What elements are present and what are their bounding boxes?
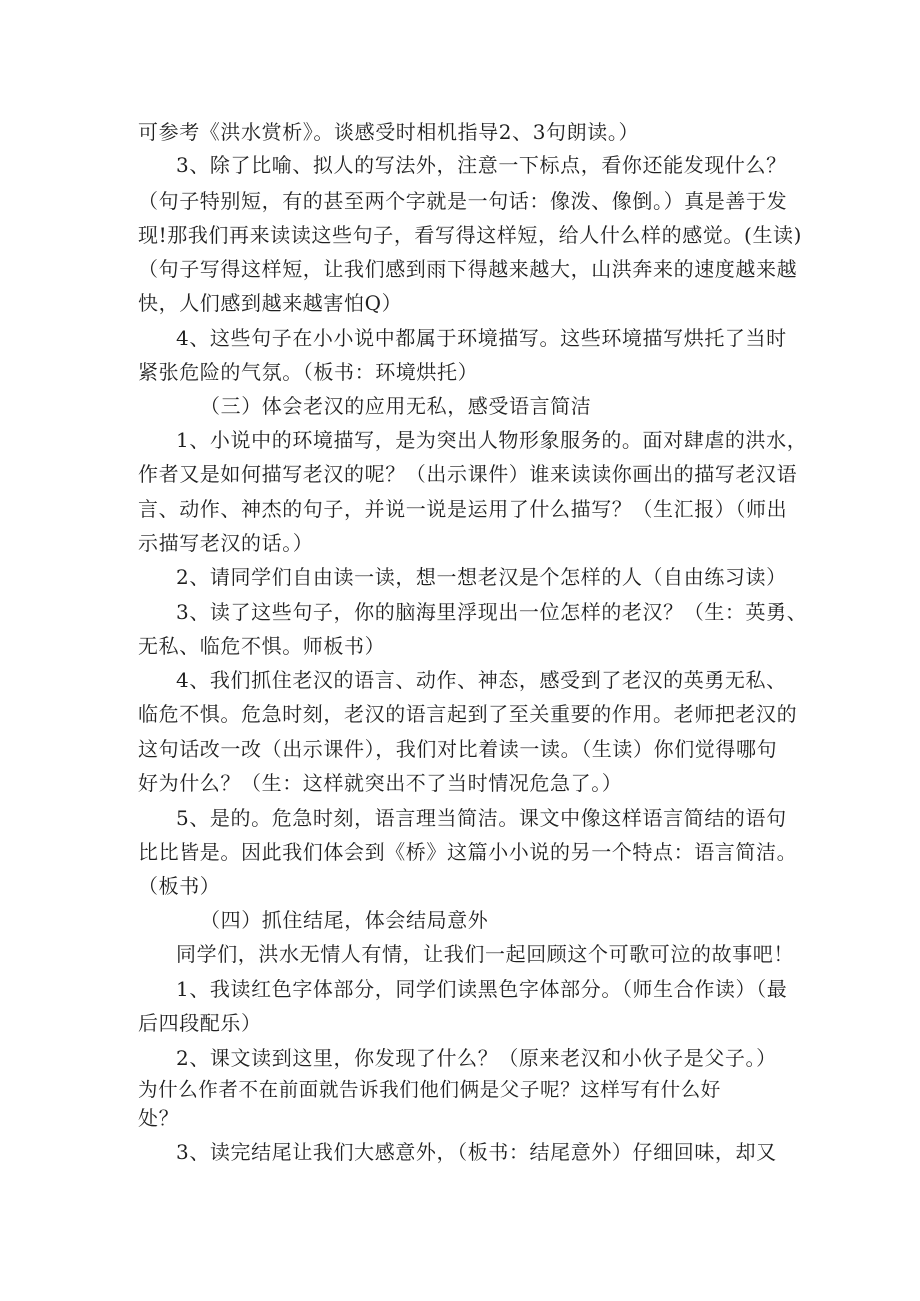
text-line: 4、我们抓住老汉的语言、动作、神态，感受到了老汉的英勇无私、	[176, 668, 787, 692]
text-line: 处？	[138, 1106, 180, 1130]
text-line: 1、小说中的环境描写，是为突出人物形象服务的。面对肆虐的洪水，	[176, 428, 808, 452]
text-line: 现!那我们再来读读这些句子，看写得这样短，给人什么样的感觉。(生读)	[138, 223, 803, 247]
text-line: 紧张危险的气氛。（板书：环境烘托）	[138, 360, 479, 384]
text-line: 3、除了比喻、拟人的写法外，注意一下标点，看你还能发现什么？	[176, 153, 787, 177]
text-line: 后四段配乐）	[138, 1011, 262, 1035]
text-line: 为什么作者不在前面就告诉我们他们俩是父子呢？这样写有什么好	[138, 1078, 721, 1101]
text-line: 1、我读红色字体部分，同学们读黑色字体部分。（师生合作读）（最	[176, 977, 788, 1001]
text-line: 可参考《洪水赏析》。谈感受时相机指导2、3句朗读。）	[138, 120, 640, 144]
text-line: （板书）	[138, 874, 221, 898]
text-line: 5、是的。危急时刻，语言理当简洁。课文中像这样语言简结的语句	[176, 806, 787, 830]
text-line: 言、动作、神杰的句子，并说一说是运用了什么描写？（生汇报）（师出	[138, 497, 788, 521]
text-line: 3、读完结尾让我们大感意外，（板书：结尾意外）仔细回味，却又	[176, 1140, 777, 1164]
text-line: 同学们，洪水无情人有情，让我们一起回顾这个可歌可泣的故事吧！	[176, 942, 794, 966]
text-line: （句子写得这样短，让我们感到雨下得越来越大，山洪奔来的速度越来越	[138, 257, 798, 281]
text-line: 4、这些句子在小小说中都属于环境描写。这些环境描写烘托了当时	[176, 326, 787, 350]
text-line: 2、请同学们自由读一读，想一想老汉是个怎样的人（自由练习读）	[176, 565, 787, 589]
text-line: 作者又是如何描写老汉的呢？（出示课件）谁来读读你画出的描写老汉语	[138, 462, 798, 486]
section-heading: （三）体会老汉的应用无私，感受语言简洁	[200, 394, 592, 418]
text-line: 示描写老汉的话。）	[138, 531, 314, 555]
text-line: 3、读了这些句子，你的脑海里浮现出一位怎样的老汉？（生：英勇、	[176, 600, 808, 624]
text-line: 临危不惧。危急时刻，老汉的语言起到了至关重要的作用。老师把老汉的	[138, 702, 798, 726]
text-line: 比比皆是。因此我们体会到《桥》这篇小小说的另一个特点：语言简洁。	[138, 840, 798, 864]
section-heading: （四）抓住结尾，体会结局意外	[200, 908, 489, 932]
text-line: （句子特别短，有的甚至两个字就是一句话：像泼、像倒。）真是善于发	[138, 189, 788, 213]
text-line: 无私、临危不惧。师板书）	[138, 634, 386, 658]
text-line: 快，人们感到越来越害怕Q）	[138, 291, 403, 315]
text-line: 2、课文读到这里，你发现了什么？（原来老汉和小伙子是父子。）	[176, 1046, 777, 1070]
text-line: 好为什么？（生：这样就突出不了当时情况危急了。）	[138, 771, 623, 795]
text-line: 这句话改一改（出示课件），我们对比着读一读。（生读）你们觉得哪句	[138, 737, 778, 761]
